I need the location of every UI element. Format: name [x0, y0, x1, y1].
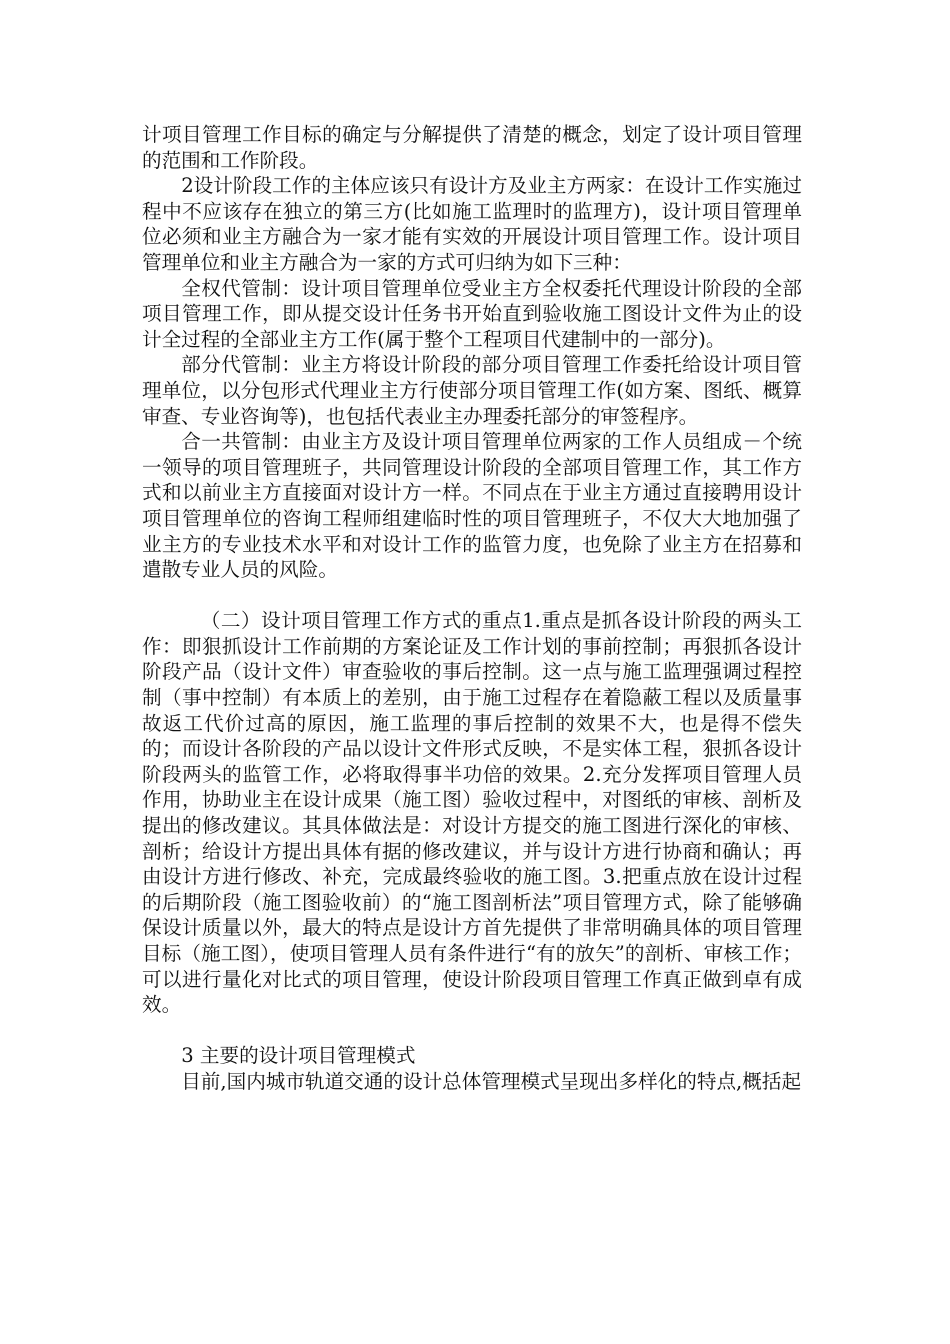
- paragraph-partial-agency: 部分代管制：业主方将设计阶段的部分项目管理工作委托给设计项目管理单位，以分包形式代理业主方行使部分项目管理工作(如方案、图纸、概算审查、专业咨询等)，也包括代表业主办理委托部分的审签程序。: [142, 353, 802, 428]
- paragraph-key-points: （二）设计项目管理工作方式的重点1.重点是抓各设计阶段的两头工作：即狠抓设计工作前期的方案论证及工作计划的事前控制；再狠抓各设计阶段产品（设计文件）审查验收的事后控制。这一点与施工监理强调过程控制（事中控制）有本质上的差别，由于施工过程存在着隐蔽工程以及质量事故返工代价过高的原因，施工监理的事后控制的效果不大，也是得不偿失的；而设计各阶段的产品以设计文件形式反映，不是实体工程，狠抓各设计阶段两头的监管工作，必将取得事半功倍的效果。2.充分发挥项目管理人员作用，协助业主在设计成果（施工图）验收过程中，对图纸的审核、剖析及提出的修改建议。其具体做法是：对设计方提交的施工图进行深化的审核、剖析；给设计方提出具体有据的修改建议，并与设计方进行协商和确认；再由设计方进行修改、补充，完成最终验收的施工图。3.把重点放在设计过程的后期阶段（施工图验收前）的“施工图剖析法”项目管理方式，除了能够确保设计质量以外，最大的特点是设计方首先提供了非常明确具体的项目管理目标（施工图），使项目管理人员有条件进行“有的放矢”的剖析、审核工作；可以进行量化对比式的项目管理，使设计阶段项目管理工作真正做到卓有成效。: [142, 609, 802, 1017]
- paragraph-gap: [142, 1018, 802, 1044]
- section-heading-3: 3 主要的设计项目管理模式: [181, 1044, 416, 1068]
- paragraph-current-status: 目前,国内城市轨道交通的设计总体管理模式呈现出多样化的特点,概括起: [181, 1069, 802, 1093]
- paragraph-design-stage-parties: 2设计阶段工作的主体应该只有设计方及业主方两家：在设计工作实施过程中不应该存在独立的第三方(比如施工监理时的监理方)，设计项目管理单位必须和业主方融合为一家才能有实效的开展设计项目管理工作。设计项目管理单位和业主方融合为一家的方式可归纳为如下三种：: [142, 174, 802, 274]
- paragraph-full-agency: 全权代管制：设计项目管理单位受业主方全权委托代理设计阶段的全部项目管理工作，即从提交设计任务书开始直到验收施工图设计文件为止的设计全过程的全部业主方工作(属于整个工程项目代建制中的一部分)。: [142, 276, 802, 351]
- document-page: [142, 122, 802, 1095]
- paragraph-gap: [142, 583, 802, 609]
- paragraph-joint-management: 合一共管制：由业主方及设计项目管理单位两家的工作人员组成－个统一领导的项目管理班子，共同管理设计阶段的全部项目管理工作，其工作方式和以前业主方直接面对设计方一样。不同点在于业主方通过直接聘用设计项目管理单位的咨询工程师组建临时性的项目管理班子，不仅大大地加强了业主方的专业技术水平和对设计工作的监管力度，也免除了业主方在招募和遣散专业人员的风险。: [142, 430, 802, 582]
- paragraph-continuation: 计项目管理工作目标的确定与分解提供了清楚的概念，划定了设计项目管理的范围和工作阶段。: [142, 123, 802, 172]
